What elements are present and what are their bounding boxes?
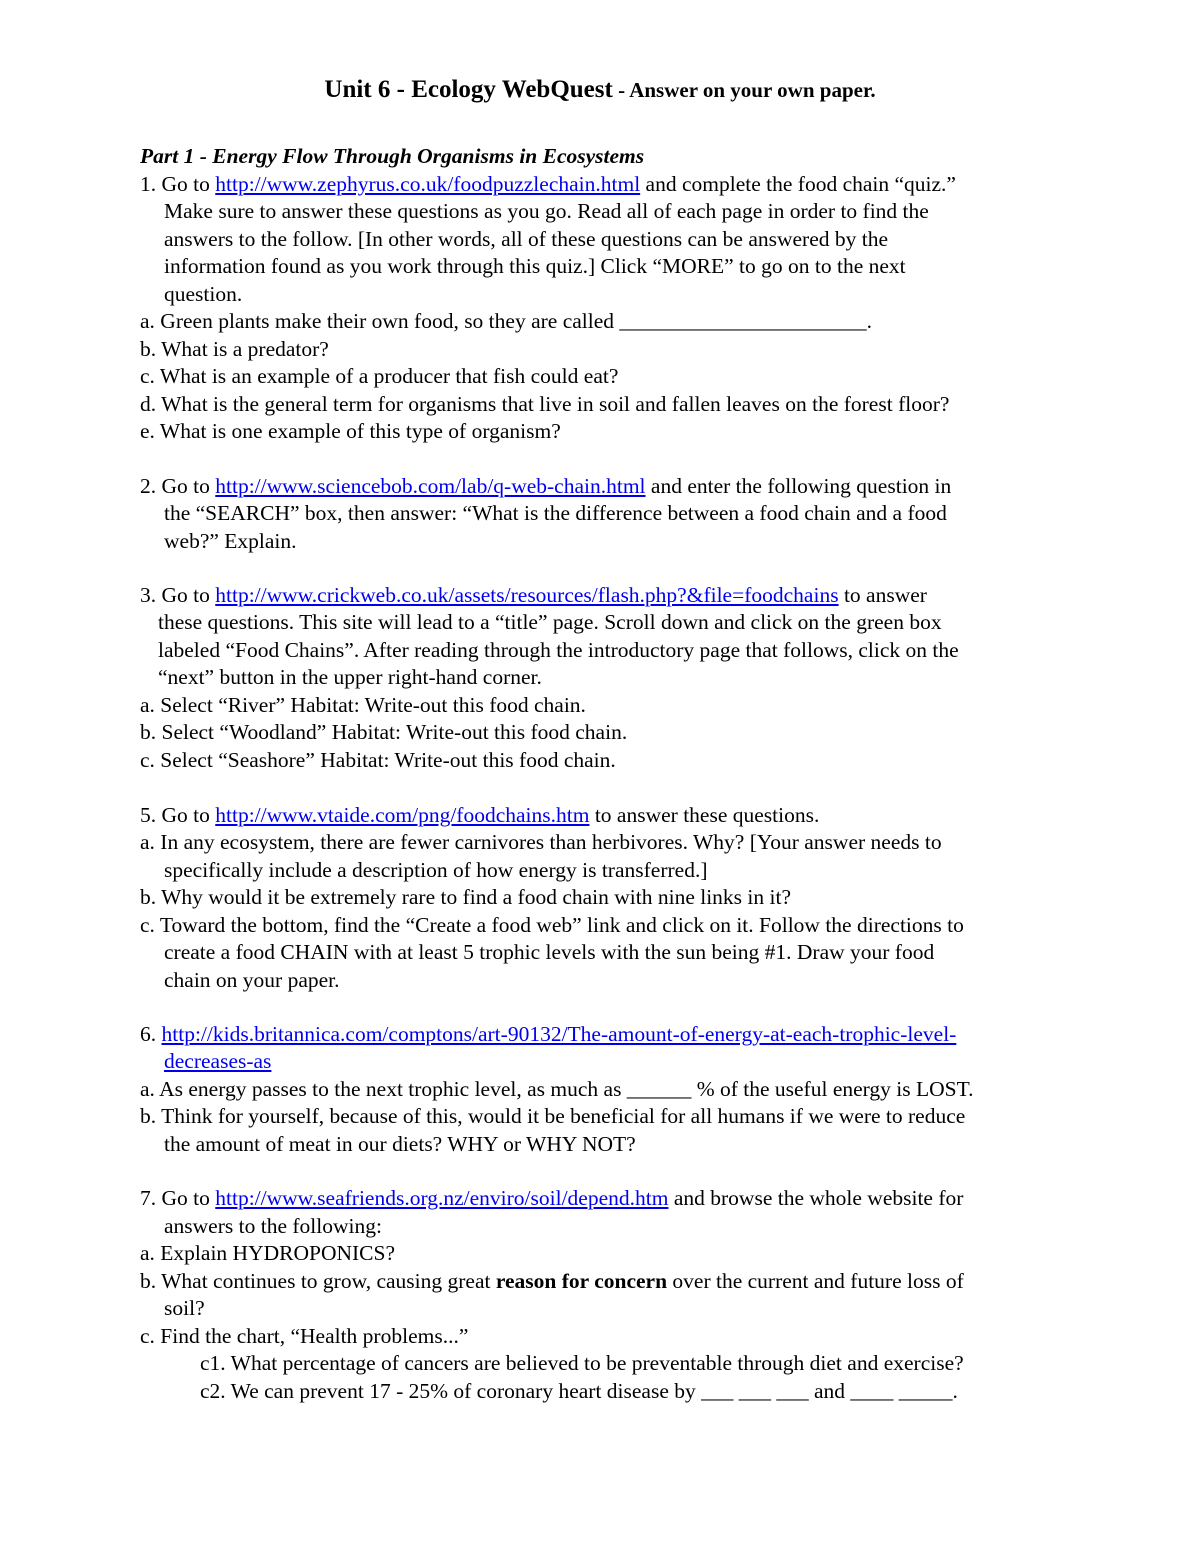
q1-link[interactable]: http://www.zephyrus.co.uk/foodpuzzlechain.html [215, 172, 641, 196]
q6-link[interactable]: http://kids.britannica.com/comptons/art-90132/The-amount-of-energy-at-each-trophic-level- [161, 1022, 957, 1046]
q3-suffix: to answer [838, 583, 927, 607]
q3-text-line: these questions. This site will lead to a “title” page. Scroll down and click on the green box [158, 610, 942, 634]
q3-prefix: 3. Go to [140, 583, 216, 607]
q3-item-a: a. Select “River” Habitat: Write-out this food chain. [140, 693, 586, 717]
q7-item-b-emphasis: reason for concern [495, 1269, 668, 1293]
q7-text-line: answers to the following: [164, 1214, 382, 1238]
q5-item-a: a. In any ecosystem, there are fewer carnivores than herbivores. Why? [Your answer needs to [140, 830, 942, 854]
q5-item-b: b. Why would it be extremely rare to find a food chain with nine links in it? [140, 885, 792, 909]
q1-line [140, 174, 956, 196]
q7-item-b [140, 1271, 964, 1293]
q2-line [140, 476, 951, 498]
q1-text-line: information found as you work through this quiz.] Click “MORE” to go on to the next [164, 254, 906, 278]
q1-text-line: question. [164, 282, 243, 306]
q7-link[interactable]: http://www.seafriends.org.nz/enviro/soil/depend.htm [215, 1186, 669, 1210]
q7-prefix: 7. Go to [140, 1186, 216, 1210]
q1-item-e: e. What is one example of this type of organism? [140, 419, 561, 443]
q7-item-b-text: b. What continues to grow, causing great [140, 1269, 496, 1293]
q7-item-a: a. Explain HYDROPONICS? [140, 1241, 395, 1265]
q1-item-c: c. What is an example of a producer that fish could eat? [140, 364, 619, 388]
q1-item-b: b. What is a predator? [140, 337, 329, 361]
q1-item-a: a. Green plants make their own food, so they are called _______________________. [140, 309, 873, 333]
q5-item-c-cont: create a food CHAIN with at least 5 trophic levels with the sun being #1. Draw your food [164, 940, 935, 964]
q1-text-line: Make sure to answer these questions as you go. Read all of each page in order to find the [164, 199, 929, 223]
q7-item-c: c. Find the chart, “Health problems...” [140, 1324, 469, 1348]
q6-item-b: b. Think for yourself, because of this, would it be beneficial for all humans if we were to reduce [140, 1104, 966, 1128]
q1-prefix: 1. Go to [140, 172, 216, 196]
part1-heading: Part 1 - Energy Flow Through Organisms in Ecosystems [140, 144, 645, 168]
q1-text-line: answers to the follow. [In other words, all of these questions can be answered by the [164, 227, 889, 251]
q6-line [140, 1024, 956, 1046]
q3-link[interactable]: http://www.crickweb.co.uk/assets/resources/flash.php?&file=foodchains [215, 583, 839, 607]
q5-link[interactable]: http://www.vtaide.com/png/foodchains.htm [215, 803, 590, 827]
q1-suffix: and complete the food chain “quiz.” [640, 172, 956, 196]
q7-item-c2: c2. We can prevent 17 - 25% of coronary heart disease by ___ ___ ___ and ____ _____. [200, 1379, 958, 1403]
q6-link-cont [164, 1051, 271, 1073]
q7-suffix: and browse the whole website for [668, 1186, 964, 1210]
title-subtitle: Answer on your own paper. [629, 78, 876, 102]
q5-item-c: c. Toward the bottom, find the “Create a food web” link and click on it. Follow the directions to [140, 913, 964, 937]
q7-item-c1: c1. What percentage of cancers are believed to be preventable through diet and exercise? [200, 1351, 964, 1375]
q3-item-b: b. Select “Woodland” Habitat: Write-out this food chain. [140, 720, 628, 744]
q2-suffix: and enter the following question in [645, 474, 952, 498]
q2-prefix: 2. Go to [140, 474, 216, 498]
q3-line [140, 585, 927, 607]
q6-item-b-cont: the amount of meat in our diets? WHY or WHY NOT? [164, 1132, 636, 1156]
page-title [0, 76, 1200, 104]
q3-text-line: “next” button in the upper right-hand corner. [158, 665, 542, 689]
q7-item-b-cont: soil? [164, 1296, 205, 1320]
q2-link[interactable]: http://www.sciencebob.com/lab/q-web-chain.html [215, 474, 646, 498]
title-separator: - [612, 78, 630, 102]
q7-item-b-text-end: over the current and future loss of [667, 1269, 964, 1293]
q2-text-line: web?” Explain. [164, 529, 297, 553]
title-main: Unit 6 - Ecology WebQuest [324, 76, 613, 103]
q7-line [140, 1188, 963, 1210]
q5-line [140, 805, 819, 827]
q6-link-continued[interactable]: decreases-as [164, 1049, 272, 1073]
q5-item-a-cont: specifically include a description of how energy is transferred.] [164, 858, 708, 882]
q5-prefix: 5. Go to [140, 803, 216, 827]
q1-item-d: d. What is the general term for organisms that live in soil and fallen leaves on the forest floor? [140, 392, 950, 416]
q6-prefix: 6. [140, 1022, 162, 1046]
q6-item-a: a. As energy passes to the next trophic level, as much as ______ % of the useful energy is LOST. [140, 1077, 974, 1101]
q5-suffix: to answer these questions. [589, 803, 820, 827]
q3-text-line: labeled “Food Chains”. After reading through the introductory page that follows, click on the [158, 638, 959, 662]
q2-text-line: the “SEARCH” box, then answer: “What is the difference between a food chain and a food [164, 501, 947, 525]
q5-item-c-cont: chain on your paper. [164, 968, 340, 992]
q3-item-c: c. Select “Seashore” Habitat: Write-out this food chain. [140, 748, 616, 772]
